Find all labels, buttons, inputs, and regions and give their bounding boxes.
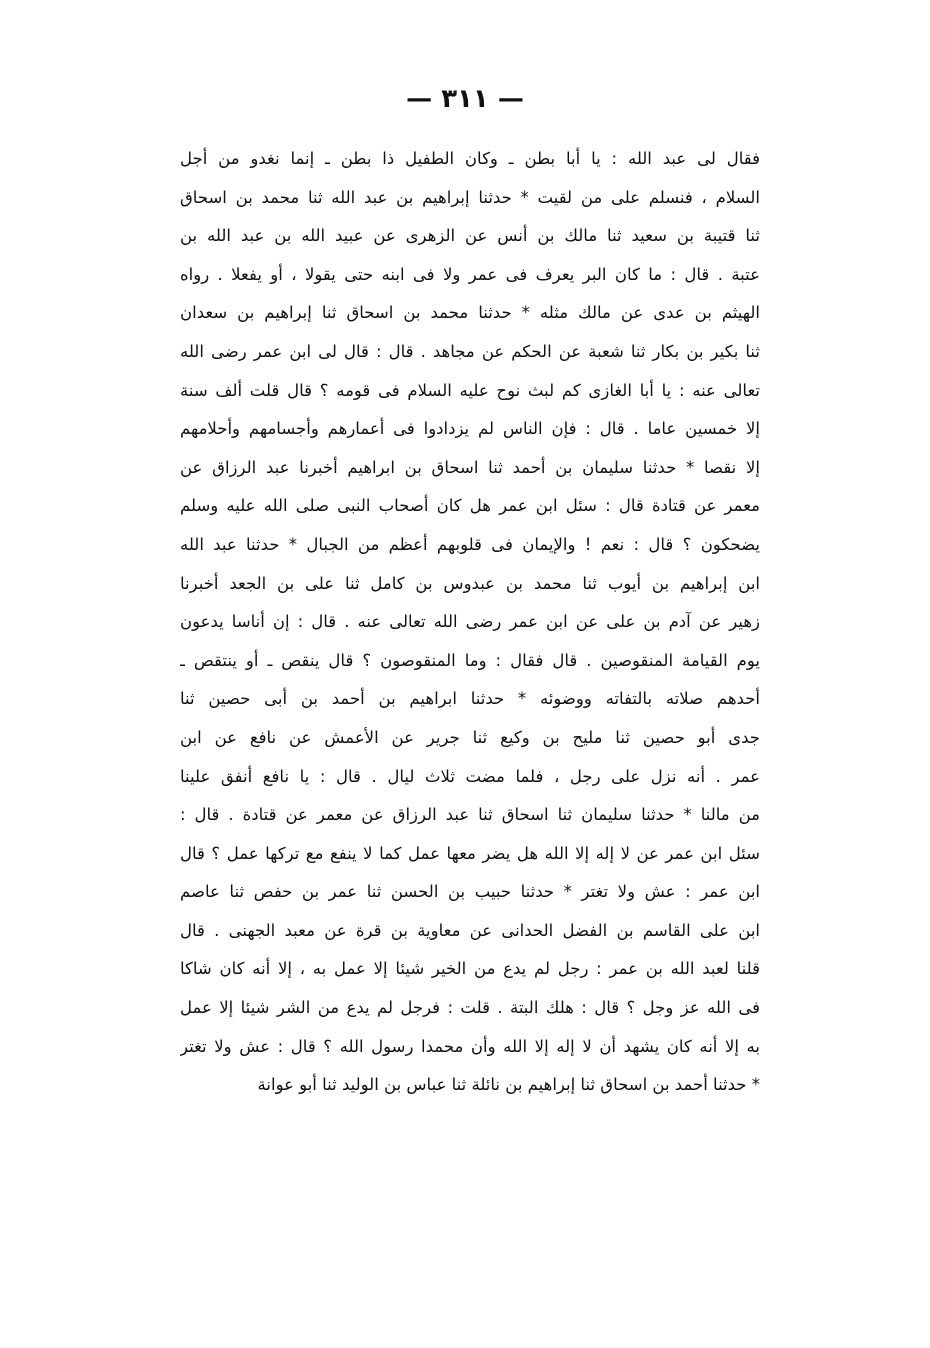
text-line: يضحكون ؟ قال : نعم ! والإيمان فى قلوبهم أعظم من الجبال * حدثنا عبد الله xyxy=(180,534,760,554)
text-line: الهيثم بن عدى عن مالك مثله * حدثنا محمد بن اسحاق ثنا إبراهيم بن سعدان xyxy=(180,303,760,323)
text-line: عمر . أنه نزل على رجل ، فلما مضت ثلاث ليال . قال : يا نافع أنفق علينا xyxy=(180,766,760,786)
text-line: فى الله عز وجل ؟ قال : هلك البتة . قلت : فرجل لم يدع من الشر شيئا إلا عمل xyxy=(180,998,760,1018)
text-line: جدى أبو حصين ثنا مليح بن وكيع ثنا جرير عن الأعمش عن نافع عن ابن xyxy=(180,727,760,747)
text-line: يوم القيامة المنقوصين . قال فقال : وما المنقوصون ؟ قال ينقص ـ أو ينتقص ـ xyxy=(180,650,760,670)
text-line: تعالى عنه : يا أبا الغازى كم لبث نوح عليه السلام فى قومه ؟ قال قلت ألف سنة xyxy=(180,380,760,400)
text-line: عتبة . قال : ما كان البر يعرف فى عمر ولا فى ابنه حتى يقولا ، أو يفعلا . رواه xyxy=(180,264,760,284)
text-line: به إلا أنه كان يشهد أن لا إله إلا الله وأن محمدا رسول الله ؟ قال : عش ولا تغتر xyxy=(180,1036,760,1056)
text-line: فقال لى عبد الله : يا أبا بطن ـ وكان الطفيل ذا بطن ـ إنما نغدو من أجل xyxy=(180,149,760,168)
text-line: السلام ، فنسلم على من لقيت * حدثنا إبراهيم بن عبد الله ثنا محمد بن اسحاق xyxy=(180,187,760,207)
text-line: ابن على القاسم بن الفضل الحدانى عن معاوية بن قرة عن معبد الجهنى . قال xyxy=(180,920,760,940)
text-line: معمر عن قتادة قال : سئل ابن عمر هل كان أصحاب النبى صلى الله عليه وسلم xyxy=(180,496,760,516)
text-line: ابن عمر : عش ولا تغتر * حدثنا حبيب بن الحسن ثنا عمر بن حفص ثنا عاصم xyxy=(180,882,760,902)
text-line: سئل ابن عمر عن لا إله إلا الله هل يضر معها عمل كما لا ينفع مع تركها عمل ؟ قال xyxy=(180,843,760,863)
text-line: * حدثنا أحمد بن اسحاق ثنا إبراهيم بن نائلة ثنا عباس بن الوليد ثنا أبو عوانة xyxy=(257,1075,760,1095)
page-number: — ٣١١ — xyxy=(406,84,524,114)
text-line: زهير عن آدم بن على عن ابن عمر رضى الله تعالى عنه . قال : إن أناسا يدعون xyxy=(180,612,760,632)
text-line: من مالنا * حدثنا سليمان ثنا اسحاق ثنا عبد الرزاق عن معمر عن قتادة . قال : xyxy=(180,805,760,825)
text-line: ابن إبراهيم بن أيوب ثنا محمد بن عبدوس بن كامل ثنا على بن الجعد أخبرنا xyxy=(180,573,760,593)
page-text-body xyxy=(180,140,760,1105)
text-line: إلا خمسين عاما . قال : فإن الناس لم يزدادوا فى أعمارهم وأجسامهم وأحلامهم xyxy=(180,419,760,439)
text-line: قلنا لعبد الله بن عمر : رجل لم يدع من الخير شيئا إلا عمل به ، إلا أنه كان شاكا xyxy=(180,959,760,979)
text-line: ثنا بكير بن بكار ثنا شعبة عن الحكم عن مجاهد . قال : قال لى ابن عمر رضى الله xyxy=(180,341,760,361)
text-line: إلا نقصا * حدثنا سليمان بن أحمد ثنا اسحاق بن ابراهيم أخبرنا عبد الرزاق عن xyxy=(180,457,760,477)
text-line: ثنا قتيبة بن سعيد ثنا مالك بن أنس عن الزهرى عن عبيد الله بن عبد الله بن xyxy=(180,226,760,246)
text-line: أحدهم صلاته بالتفاته ووضوئه * حدثنا ابراهيم بن أحمد بن أبى حصين ثنا xyxy=(180,689,760,709)
